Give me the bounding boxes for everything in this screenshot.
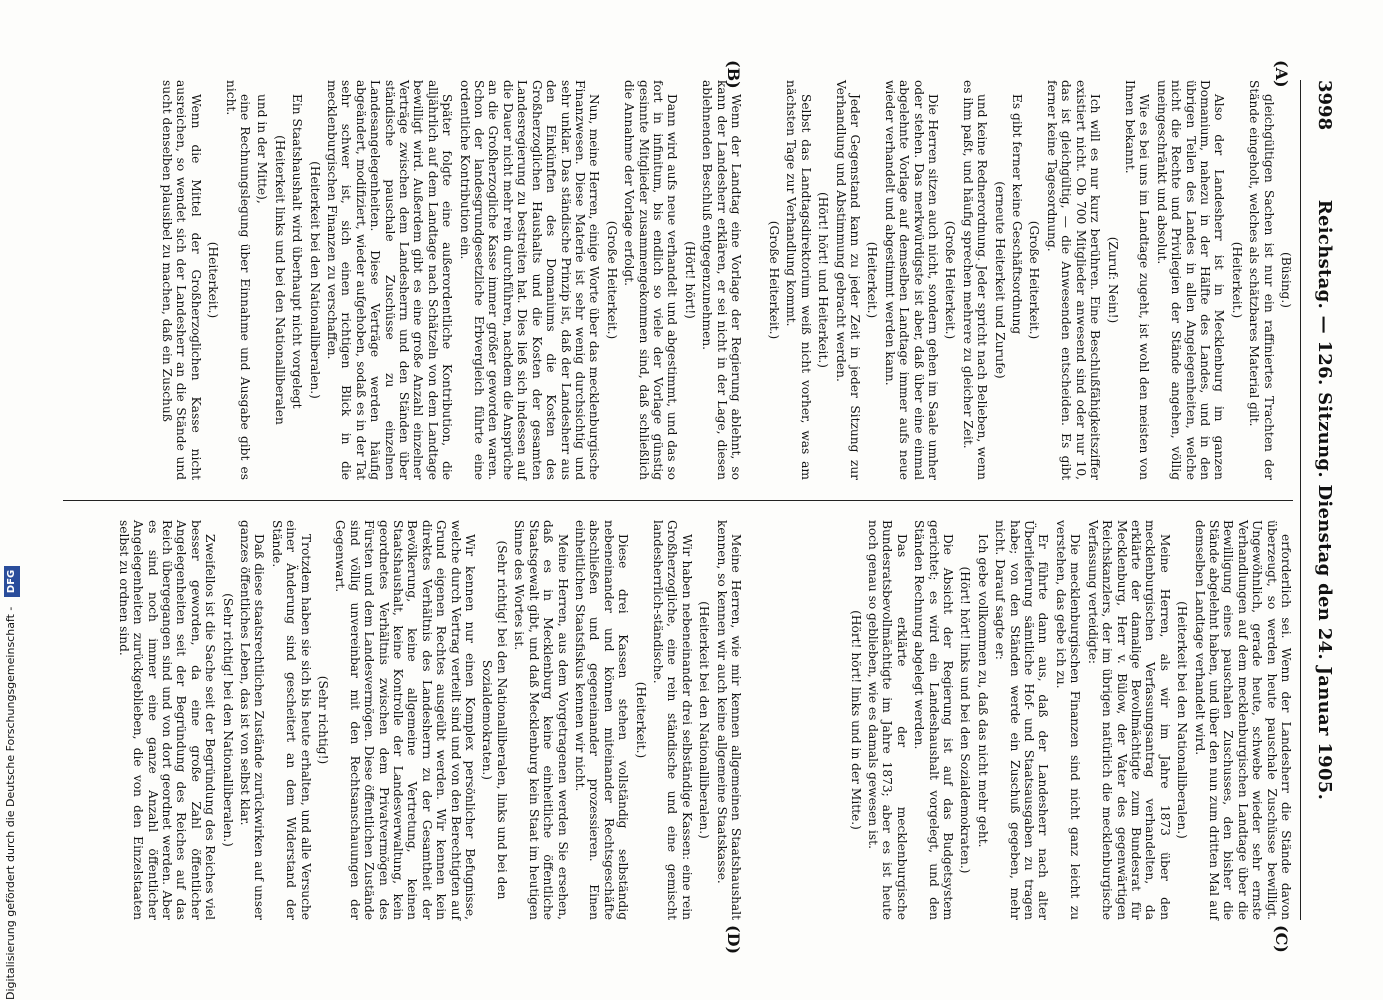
paragraph: (Sehr richtig! bei den Nationalliberalen, links und bei den Sozialdemokraten.): [480, 540, 509, 900]
paragraph: Zweifellos ist die Sache seit der Begründung des Reiches viel besser geworden, da eine große Zahl öffentlicher Angelegenheiten seit der Begründung des Reiches auf das Reich übergegangen sind und von dort geordnet werden. Aber es sind noch immer eine ganze Anzahl öffentlicher Angelegenheiten zurückgeblieben, die von den Einzelstaaten selbst zu ordnen sind.: [116, 520, 218, 920]
paragraph: (Große Heiterkeit.): [767, 220, 781, 340]
paragraph: Wenn der Landtag eine Vorlage der Regierung ablehnt, so kann der Landesherr erklären, er sei nicht in der Lage, diesen ablehnenden Beschluß entgegenzunehmen.: [700, 80, 743, 480]
column-top-left: [767, 80, 1293, 480]
paragraph: (Heiterkeit bei den Nationalliberalen.): [1175, 601, 1190, 839]
paragraph: (Große Heiterkeit.): [943, 220, 958, 340]
paragraph: Jeder Gegenstand kann zu jeder Zeit in jeder Sitzung zur Verhandlung und Abstimmung gebracht werden.: [833, 80, 863, 480]
paragraph: Nun, meine Herren, einige Worte über das mecklenburgische Finanzwesen. Diese Materie ist sehr wenig durchsichtig und sehr unklar. Das ständische Prinzip ist, daß der Landesherr aus den Einkünften des Domaniums die Kosten des Großherzoglichen Haushalts und die Kosten der gesamten Landesregierung zu bestreiten hat. Dies ließ sich indessen auf die Dauer nicht mehr rein durchführen, nachdem die Ansprüche an die Großherzogliche Kasse immer größer geworden waren. Schon der landesgrundgesetzliche Erbvergleich führte eine ordentliche Kontribution ein.: [457, 80, 602, 480]
page-header: [1303, 80, 1343, 920]
paragraph: (Sehr richtig! bei den Nationalliberalen.): [220, 593, 235, 847]
paragraph: (Sehr richtig!): [316, 675, 331, 765]
paragraph: (Hört! hört! links und in der Mitte.): [848, 610, 863, 830]
paragraph: Wenn die Mittel der Großherzoglichen Kasse nicht ausreichen, so wendet sich der Landesherr an die Stände und sucht denselben plausibel zu machen, daß ein Zuschuß: [159, 80, 203, 480]
running-title: Reichstag. — 126. Sitzung. Dienstag den 24. Januar 1905.: [1314, 199, 1335, 801]
paragraph: Also der Landesherr ist in Mecklenburg im ganzen Domanium, nahezu in der Hälfte des Landes, und in den übrigen Teilen des Landes in allen Angelegenheiten, welche nicht die Rechte und Privilegien der Stände angehen, völlig uneingeschränkt und absolut.: [1154, 80, 1227, 480]
footer-strip: [0, 0, 22, 1000]
column-divider: [63, 500, 1293, 501]
paragraph: Dann wird aufs neue verhandelt und abgestimmt, und das so fort in infinitum, bis endlich so viele der Vorlage günstig gesinnte Mitglieder zusammengekommen sind, daß schließlich die Annahme der Vorlage erfolgt.: [622, 80, 680, 480]
paragraph: Ein Staatshaushalt wird überhaupt nicht vorgelegt: [290, 94, 305, 409]
paragraph: (Heiterkeit.): [865, 241, 880, 319]
paragraph: (erneute Heiterkeit und Zurufe): [992, 181, 1007, 379]
paragraph: Später folgte eine außerordentliche Kontribution, die alljährlich auf dem Landtage nach Schätzeln von dem Landtage bewilligt wird. Außerdem gibt es eine große Anzahl einzelner Verträge zwischen dem Landesherrn und den Ständen über ständische pauschale Zuschüsse zu einzelnen Landesangelegenheiten. Diese Verträge werden häufig abgeändert, modifiziert, wieder aufgehoben, sodaß es in der Tat sehr schwer ist, sich einen richtigen Blick in die mecklenburgischen Finanzen zu verschaffen.: [325, 80, 455, 480]
paragraph: Er führte dann aus, daß der Landesherr nach alter Überlieferung sämtliche Hof- und Staatsausgaben zu tragen habe; von den Ständen werde ein Zuschuß gegeben, mehr nicht. Darauf sagte er:: [993, 520, 1051, 920]
paragraph: gleichgültigen Sachen ist nur ein raffiniertes Trachten der Stände eingeholt, welches als schätzbares Material gilt.: [1247, 80, 1276, 480]
paragraph: (Heiterkeit bei den Nationalliberalen.): [307, 161, 322, 399]
column-bottom-left: [63, 80, 743, 480]
paragraph: Diese drei Kassen stehen vollständig selbständig nebeneinander und können miteinander Rechtsgeschäfte abschließen und gegeneinander prozessieren. Einen einheitlichen Staatsfiskus kennen wir nicht.: [572, 520, 631, 920]
paragraph: Die mecklenburgischen Finanzen sind nicht ganz leicht zu verstehen, das gebe ich zu.: [1053, 520, 1083, 920]
paragraph: (Zuruf: Nein!): [1105, 236, 1120, 324]
paragraph: und in der Mitte),: [255, 94, 270, 204]
paragraph: (Heiterkeit.): [206, 241, 221, 319]
paragraph: und keine Rednerordnung. Jeder spricht nach Belieben, wenn es ihm paßt, und häufig sprechen mehrere zu gleicher Zeit.: [960, 80, 990, 480]
paragraph: (Heiterkeit.): [633, 681, 648, 759]
paragraph: Das erklärte der mecklenburgische Bundesratsbevollmächtigte im Jahre 1873; aber es ist heute noch genau so geblieben, wie es damals gewesen ist.: [866, 520, 909, 920]
paragraph: Selbst das Landtagsdirektorium weiß nicht vorher, was am nächsten Tage zur Verhandlung kommt.: [784, 80, 813, 480]
paragraph: Trotzdem haben sie sich bis heute erhalten, und alle Versuche einer Änderung sind gescheitert an dem Widerstand der Stände.: [269, 520, 313, 920]
paragraph: Wir kennen nur einen Komplex persönlicher Befugnisse, welche durch Vertrag verteilt sind und von den Berechtigten auf Grund eigenen Rechtes ausgeübt werden. Wir kennen kein direktes Verhältnis des Landesherrn zu der Gesamtheit der Bevölkerung, keine allgemeine Vertretung, keinen Staatshaushalt, keine Kontrolle der Landesverwaltung, kein geordnetes Verhältnis zwischen dem Privatvermögen des Fürsten und dem Landesvermögen. Diese öffentlichen Zustände sind völlig unvereinbar mit den Rechtsanschauungen der Gegenwart.: [333, 520, 478, 920]
column-bottom-right: [63, 520, 743, 920]
page-number: 3998: [1314, 80, 1335, 131]
paragraph: (Große Heiterkeit.): [604, 220, 619, 340]
paragraph: Meine Herren, als wir im Jahre 1873 über den mecklenburgischen Verfassungsantrag verhandelten, da erklärte der damalige Bevollmächtigte zum Bundesrat für Mecklenburg, Herr v. Bülow, der Vater des gegenwärtigen Reichskanzlers, der im übrigen natürlich die mecklenburgische Verfassung verteidigte:: [1085, 520, 1172, 920]
paragraph: (Hört! hört!): [682, 241, 697, 319]
margin-marker-b: (B): [724, 60, 743, 89]
margin-marker-c: (C): [1272, 925, 1291, 953]
paragraph: Es gibt ferner keine Geschäftsordnung: [1010, 94, 1025, 335]
paragraph: Meine Herren, wie mir kennen allgemeinen Staatshaushalt kennen, so kennen wir auch keine allgemeine Staatskasse.: [714, 520, 743, 920]
paragraph: (Hört! hört! und Heiterkeit.): [816, 192, 831, 368]
header-rule: [1300, 80, 1301, 920]
paragraph: Meine Herren, aus dem Vorgetragenen werden Sie ersehen, daß es in Mecklenburg keine einheitliche öffentliche Staatsgewalt gibt, und daß Mecklenburg kein Staat im heutigen Sinne des Wortes ist.: [512, 520, 570, 920]
column-top-right: [773, 520, 1293, 920]
paragraph: eine Rechnungslegung über Einnahme und Ausgabe gibt es nicht.: [223, 80, 252, 480]
paragraph: (Große Heiterkeit.): [1027, 220, 1042, 340]
paragraph: (Heiterkeit.): [1229, 241, 1244, 319]
paragraph: (Büsing.): [1279, 252, 1293, 308]
margin-marker-a: (A): [1272, 60, 1291, 88]
paragraph: (Heiterkeit links und bei den Nationalliberalen: [272, 135, 287, 425]
paragraph: Ich gebe vollkommen zu, daß das nicht mehr geht.: [975, 534, 990, 848]
paragraph: Wir haben nebeneinander drei selbständige Kassen: eine rein Großherzogliche, eine rein ständische und eine gemischt landesherrlich-ständische.: [650, 520, 694, 920]
dfg-logo: DFG: [4, 566, 20, 597]
paragraph: (Hört! hört! links und bei den Sozialdemokraten.): [958, 566, 973, 874]
paragraph: Die Herren sitzen auch nicht, sondern gehen im Saale umher oder stehen. Das merkwürdigste ist aber, daß über eine einmal abgelehnte Vorlage auf demselben Landtage immer aufs neue wieder verhandelt und abgestimmt werden kann.: [882, 80, 941, 480]
paragraph: Ich will es nur kurz berühren. Eine Beschlußfähigkeitsziffer existiert nicht. Ob 700 Mitglieder anwesend sind oder nur 10, das ist gleichgültig, — die Anwesenden entscheiden. Es gibt ferner keine Tagesordnung.: [1044, 80, 1103, 480]
footer-text: Digitalisierung gefördert durch die Deutsche Forschungsgemeinschaft -: [4, 606, 17, 1000]
paragraph: Daß diese staatsrechtlichen Zustände zurückwirken auf unser ganzes öffentliches Leben, das ist von selbst klar.: [238, 520, 267, 920]
paragraph: Die Absicht der Regierung ist auf das Budgetsystem gerichtet; es wird ein Landeshaushalt vorgelegt, und den Ständen Rechnung abgelegt werden.: [912, 520, 956, 920]
paragraph: (Heiterkeit bei den Nationalliberalen.): [697, 601, 712, 839]
paragraph: erforderlich sei. Wenn der Landesherr die Stände davon überzeugt, so werden heute pauschale Zuschüsse bewilligt. Ungewöhnlich, gerade heute, schwebe wieder sehr ernste Verhandlungen auf dem mecklenburgischen Landtage über die Bewilligung eines pauschalen Zuschusses, den bisher die Stände abgelehnt haben, und über den nun zum dritten Mal auf demselben Landtage verhandelt wird.: [1192, 520, 1293, 920]
margin-marker-d: (D): [724, 925, 743, 955]
paragraph: Wie es bei uns im Landtage zugeht, ist wohl den meisten von Ihnen bekannt.: [1122, 80, 1152, 480]
